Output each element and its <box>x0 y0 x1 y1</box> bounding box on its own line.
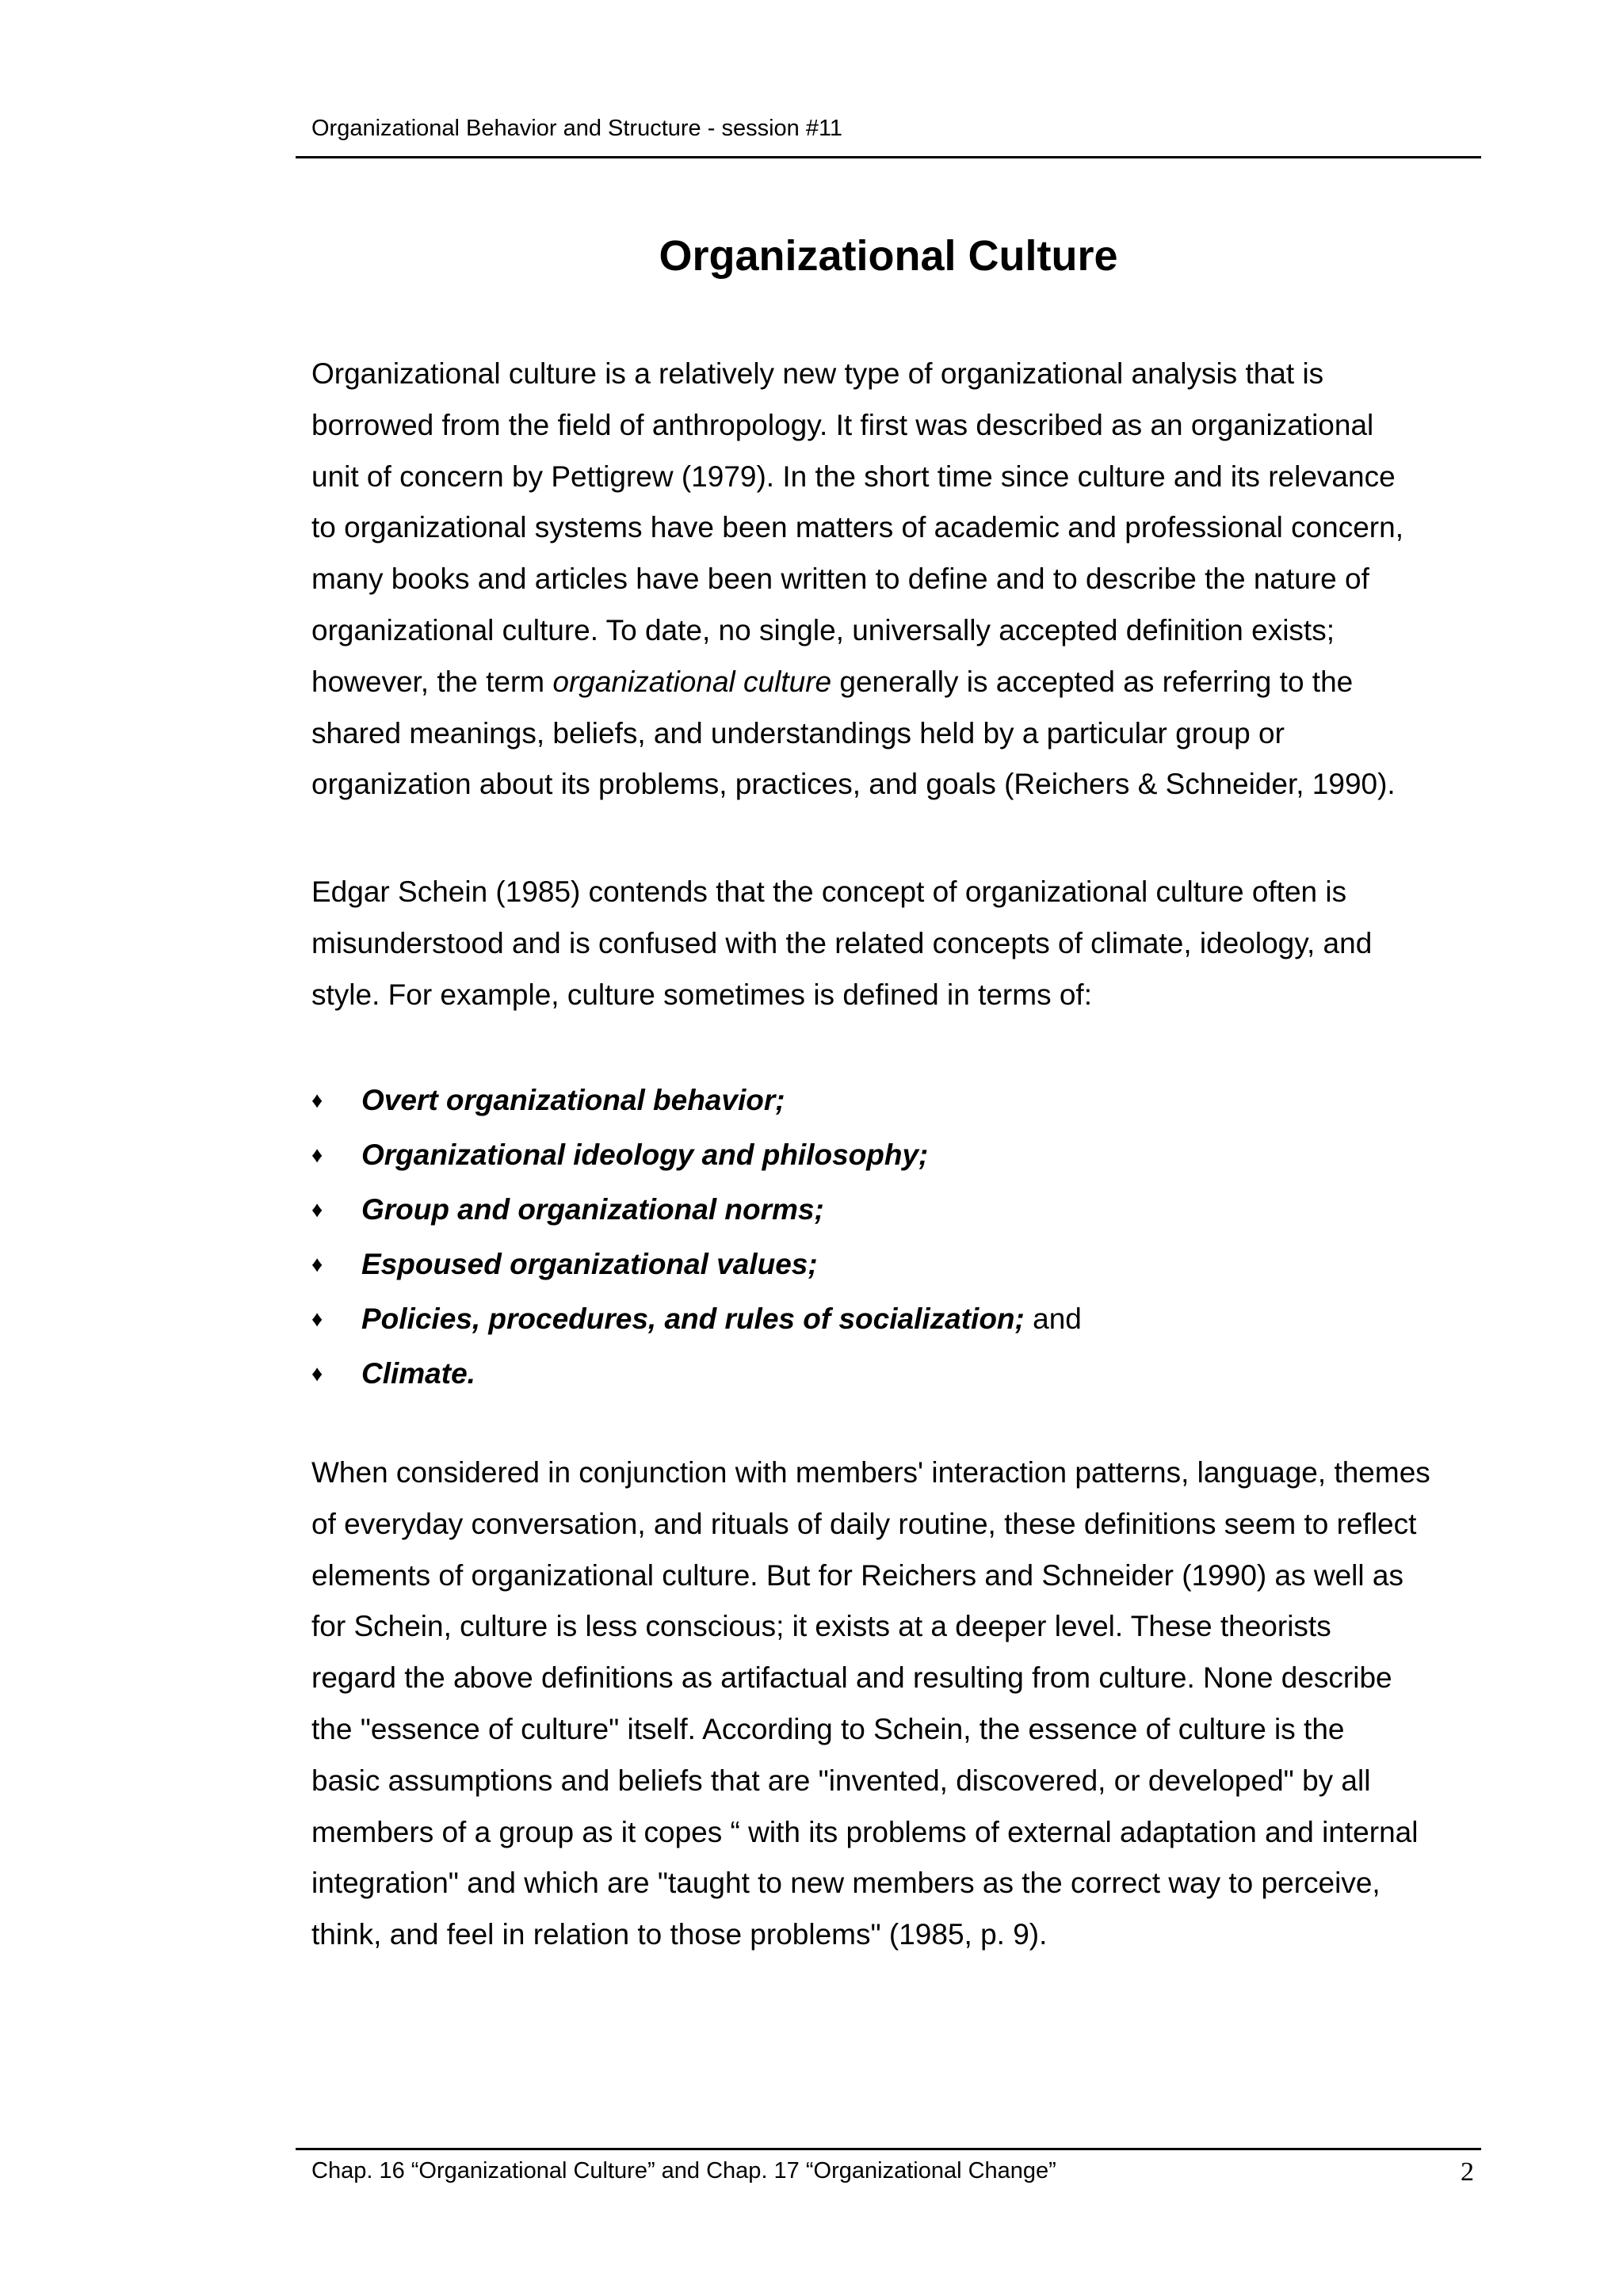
diamond-bullet-icon: ♦ <box>311 1306 323 1331</box>
text-line: members of a group as it copes “ with its problems of external adaptation and internal <box>311 1815 1419 1848</box>
list-item <box>311 1182 1484 1237</box>
definition-list <box>311 1073 1484 1401</box>
text-segment: generally is accepted as referring to the <box>831 665 1354 698</box>
text-line: organizational culture. To date, no single, universally accepted definition exists; <box>311 613 1335 646</box>
text-line: style. For example, culture sometimes is defined in terms of: <box>311 978 1092 1011</box>
text-line: unit of concern by Pettigrew (1979). In the short time since culture and its relevance <box>311 460 1396 493</box>
text-line: for Schein, culture is less conscious; it exists at a deeper level. These theorists <box>311 1610 1331 1643</box>
italic-term: organizational culture <box>552 665 832 698</box>
list-item <box>311 1127 1484 1182</box>
list-item <box>311 1237 1484 1291</box>
list-item <box>311 1073 1484 1127</box>
text-line: elements of organizational culture. But for Reichers and Schneider (1990) as well as <box>311 1558 1403 1592</box>
text-line: Edgar Schein (1985) contends that the concept of organizational culture often is <box>311 875 1347 908</box>
list-item <box>311 1291 1484 1346</box>
paragraph-essence <box>311 1447 1484 1961</box>
text-line: organization about its problems, practices, and goals (Reichers & Schneider, 1990). <box>311 768 1396 801</box>
text-line: Organizational culture is a relatively new type of organizational analysis that is <box>311 357 1324 390</box>
paragraph-intro <box>311 349 1484 810</box>
running-header: Organizational Behavior and Structure - session #11 <box>311 116 843 141</box>
text-line <box>311 657 1484 708</box>
list-item-text: Policies, procedures, and rules of socialization; <box>361 1302 1025 1335</box>
list-item-text: Group and organizational norms; <box>361 1193 824 1226</box>
list-item <box>311 1346 1484 1401</box>
text-line: many books and articles have been written to define and to describe the nature of <box>311 563 1369 596</box>
list-item-text: Overt organizational behavior; <box>361 1084 785 1116</box>
list-item-text: Organizational ideology and philosophy; <box>361 1138 929 1171</box>
text-line: think, and feel in relation to those problems" (1985, p. 9). <box>311 1918 1048 1951</box>
text-segment: however, the term <box>311 665 553 698</box>
text-line: of everyday conversation, and rituals of daily routine, these definitions seem to reflect <box>311 1507 1417 1540</box>
paragraph-schein <box>311 867 1484 1020</box>
diamond-bullet-icon: ♦ <box>311 1252 323 1276</box>
list-item-text: Espoused organizational values; <box>361 1248 818 1280</box>
text-line: to organizational systems have been matters of academic and professional concern, <box>311 511 1403 544</box>
text-line: borrowed from the field of anthropology. It first was described as an organizational <box>311 408 1374 441</box>
text-line: shared meanings, beliefs, and understandings held by a particular group or <box>311 716 1285 749</box>
running-footer: Chap. 16 “Organizational Culture” and Chap. 17 “Organizational Change” <box>311 2158 1056 2183</box>
list-item-suffix: and <box>1024 1302 1082 1335</box>
diamond-bullet-icon: ♦ <box>311 1142 323 1167</box>
diamond-bullet-icon: ♦ <box>311 1361 323 1386</box>
text-line: regard the above definitions as artifactual and resulting from culture. None describe <box>311 1661 1392 1695</box>
list-item-text: Climate. <box>361 1357 475 1390</box>
header-divider <box>296 156 1481 158</box>
text-line: integration" and which are "taught to new members as the correct way to perceive, <box>311 1867 1381 1900</box>
page-number: 2 <box>1461 2157 1474 2187</box>
text-line: When considered in conjunction with members' interaction patterns, language, themes <box>311 1456 1430 1489</box>
diamond-bullet-icon: ♦ <box>311 1197 323 1222</box>
footer-divider <box>296 2148 1481 2150</box>
text-line: misunderstood and is confused with the related concepts of climate, ideology, and <box>311 926 1373 959</box>
text-line: the "essence of culture" itself. According to Schein, the essence of culture is the <box>311 1712 1345 1745</box>
diamond-bullet-icon: ♦ <box>311 1088 323 1112</box>
text-line: basic assumptions and beliefs that are "invented, discovered, or developed" by all <box>311 1764 1371 1797</box>
page-title: Organizational Culture <box>659 232 1118 280</box>
